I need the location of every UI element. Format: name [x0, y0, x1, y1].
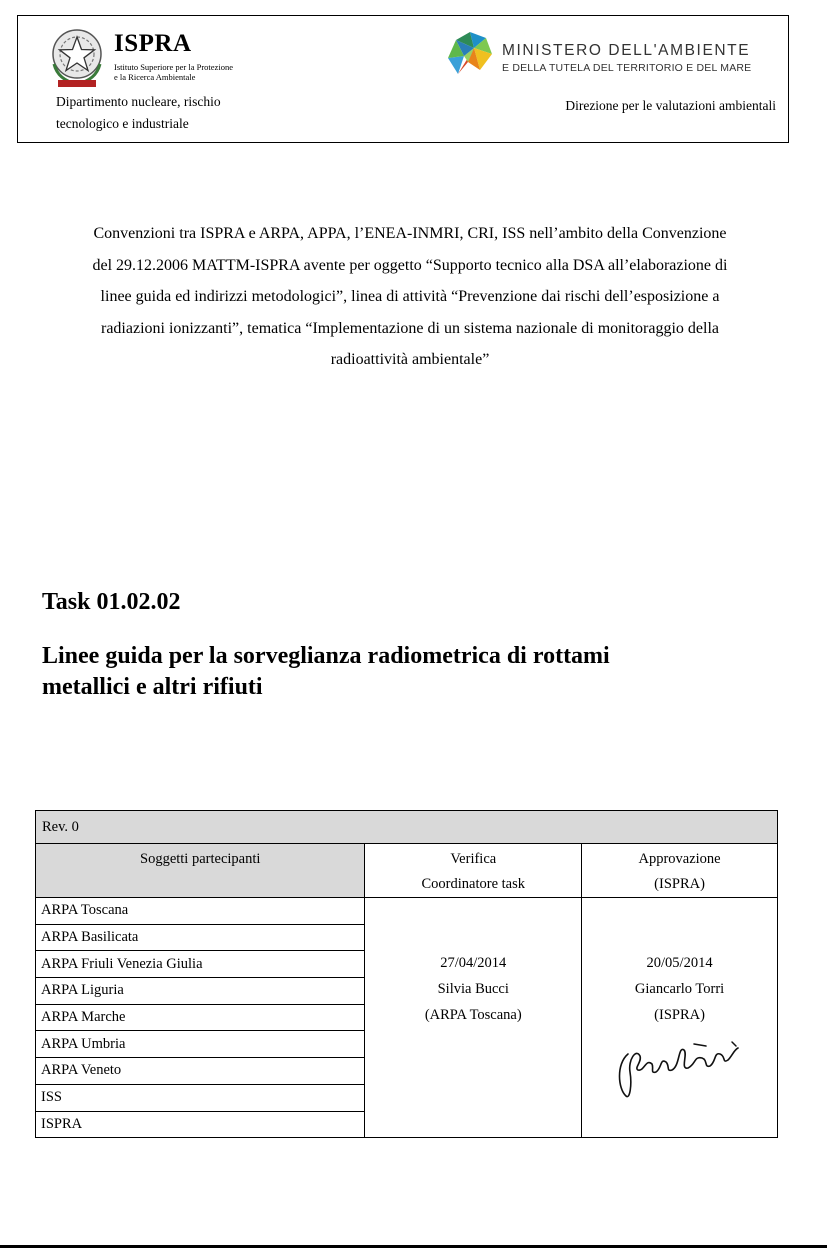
ministry-logo [446, 30, 776, 86]
participant-cell: ISPRA [36, 1111, 365, 1138]
department-line1: Dipartimento nucleare, rischio [56, 94, 221, 109]
ministry-star-icon [446, 30, 494, 80]
ispra-subtitle-line2: e la Ricerca Ambientale [114, 72, 196, 82]
intro-line: del 29.12.2006 MATTM-ISPRA avente per oggetto “Supporto tecnico alla DSA all’elaborazione di [92, 256, 728, 274]
revision-cell: Rev. 0 [36, 811, 778, 844]
revision-table [35, 810, 778, 1138]
verifica-cell [365, 898, 582, 1138]
approvazione-header-line2: (ISPRA) [654, 876, 705, 892]
approvazione-cell [582, 898, 778, 1138]
verifica-header-line1: Verifica [450, 851, 497, 867]
ministry-name: MINISTERO DELL'AMBIENTE [502, 42, 751, 59]
verifica-name: Silvia Bucci [437, 981, 509, 997]
participants-header [36, 844, 365, 898]
approvazione-header [582, 844, 778, 898]
verifica-org: (ARPA Toscana) [424, 1007, 522, 1023]
verifica-date: 27/04/2014 [440, 955, 507, 971]
document-header [17, 15, 789, 143]
participant-cell: ARPA Umbria [36, 1031, 365, 1058]
ispra-logo [48, 24, 268, 94]
intro-paragraph [40, 218, 780, 376]
italian-republic-emblem-icon [48, 24, 106, 90]
intro-line: radiazioni ionizzanti”, tematica “Implementazione di un sistema nazionale di monitoraggio della [101, 319, 719, 337]
document-title [42, 641, 762, 703]
ispra-name: ISPRA [114, 30, 192, 57]
participant-cell: ARPA Friuli Venezia Giulia [36, 951, 365, 978]
participant-cell: ARPA Liguria [36, 978, 365, 1005]
approvazione-header-line1: Approvazione [638, 851, 721, 867]
approvazione-org: (ISPRA) [654, 1007, 705, 1023]
participant-cell: ARPA Marche [36, 1004, 365, 1031]
verifica-header [365, 844, 582, 898]
ispra-subtitle-line1: Istituto Superiore per la Protezione [114, 62, 233, 72]
title-line1: Linee guida per la sorveglianza radiometrica di rottami [42, 643, 610, 669]
intro-line: radioattività ambientale” [330, 351, 490, 368]
intro-line: linee guida ed indirizzi metodologici”, linea di attività “Prevenzione dai rischi dell’esposizione a [100, 288, 720, 305]
approvazione-date: 20/05/2014 [646, 955, 713, 971]
task-label: Task 01.02.02 [42, 589, 181, 615]
participants-header-label: Soggetti partecipanti [140, 851, 261, 867]
approvazione-name: Giancarlo Torri [634, 981, 725, 997]
participant-cell: ARPA Basilicata [36, 924, 365, 951]
participant-cell: ISS [36, 1084, 365, 1111]
intro-line: Convenzioni tra ISPRA e ARPA, APPA, l’ENEA-INMRI, CRI, ISS nell’ambito della Convenzione [93, 225, 727, 242]
handwritten-signature [610, 1034, 750, 1104]
department-line2: tecnologico e industriale [56, 116, 189, 131]
bottom-rule [0, 1245, 827, 1248]
verifica-header-line2: Coordinatore task [421, 876, 526, 892]
ministry-subtitle: E DELLA TUTELA DEL TERRITORIO E DEL MARE [502, 62, 752, 74]
participant-cell: ARPA Toscana [36, 898, 365, 925]
participant-cell: ARPA Veneto [36, 1058, 365, 1085]
title-line2: metallici e altri rifiuti [42, 674, 263, 700]
directorate-label: Direzione per le valutazioni ambientali [565, 98, 776, 113]
